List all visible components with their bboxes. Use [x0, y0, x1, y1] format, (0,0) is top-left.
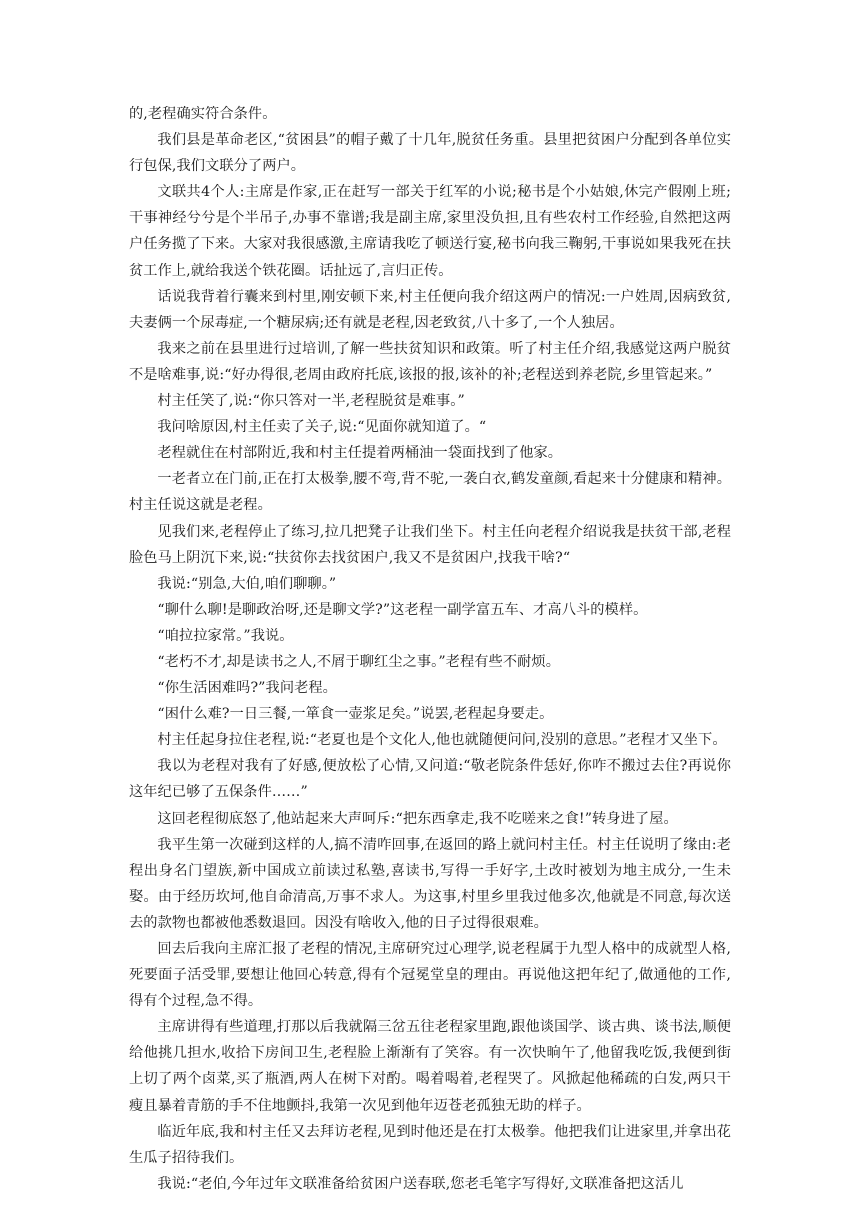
paragraph: 文联共4个人:主席是作家,正在赶写一部关于红军的小说;秘书是个小姑娘,休完产假刚上班;干事神经兮兮是个半吊子,办事不靠谱;我是副主席,家里没负担,且有些农村工作经验,自然把这两户任务揽了下来。大家对我很感激,主席请我吃了顿送行宴,秘书向我三鞠躬,干事说如果我死在扶贫工作上,就给我送个铁花圈。话扯远了,言归正传。: [129, 184, 731, 279]
paragraph: “你生活困难吗?”我问老程。: [157, 680, 337, 697]
paragraph: 村主任起身拉住老程,说:“老夏也是个文化人,他也就随便问问,没别的意思。”老程才又坐下。: [157, 732, 727, 749]
paragraph: 见我们来,老程停止了练习,拉几把凳子让我们坐下。村主任向老程介绍说我是扶贫干部,老程脸色马上阴沉下来,说:“扶贫你去找贫困户,我又不是贫困户,找我干啥?“: [129, 523, 731, 566]
paragraph: 临近年底,我和村主任又去拜访老程,见到时他还是在打太极拳。他把我们让进家里,并拿出花生瓜子招待我们。: [129, 1123, 731, 1166]
paragraph: 回去后我向主席汇报了老程的情况,主席研究过心理学,说老程属于九型人格中的成就型人格,死要面子活受罪,要想让他回心转意,得有个冠冕堂皇的理由。再说他这把年纪了,做通他的工作,得有个过程,急不得。: [129, 941, 731, 1010]
paragraph: 这回老程彻底怒了,他站起来大声呵斥:“把东西拿走,我不吃嗟来之食!”转身进了屋。: [157, 810, 678, 827]
paragraph: 我以为老程对我有了好感,便放松了心情,又问道:“敬老院条件恁好,你咋不搬过去住?再说你这年纪已够了五保条件……”: [129, 758, 731, 801]
paragraph: 老程就住在村部附近,我和村主任提着两桶油一袋面找到了他家。: [157, 445, 563, 462]
paragraph: 的,老程确实符合条件。: [129, 106, 277, 122]
story-text: [129, 101, 731, 1197]
paragraph: 我说:“别急,大伯,咱们聊聊。”: [157, 575, 337, 592]
paragraph: 一老者立在门前,正在打太极拳,腰不弯,背不驼,一袭白衣,鹤发童颜,看起来十分健康和精神。村主任说这就是老程。: [129, 471, 731, 514]
paragraph: 村主任笑了,说:“你只答对一半,老程脱贫是难事。”: [157, 393, 465, 410]
paragraph: 我来之前在县里进行过培训,了解一些扶贫知识和政策。听了村主任介绍,我感觉这两户脱贫不是啥难事,说:“好办得很,老周由政府托底,该报的报,该补的补;老程送到养老院,乡里管起来。”: [129, 340, 731, 383]
paragraph: 我问啥原因,村主任卖了关子,说:“见面你就知道了。“: [157, 419, 487, 436]
paragraph: 话说我背着行囊来到村里,刚安顿下来,村主任便向我介绍这两户的情况:一户姓周,因病致贫,夫妻俩一个尿毒症,一个糖尿病;还有就是老程,因老致贫,八十多了,一个人独居。: [129, 288, 731, 331]
paragraph: 我说:“老伯,今年过年文联准备给贫困户送春联,您老毛笔字写得好,文联准备把这活儿: [157, 1175, 684, 1192]
paragraph: “老朽不才,却是读书之人,不屑于聊红尘之事。”老程有些不耐烦。: [157, 653, 560, 670]
paragraph: 主席讲得有些道理,打那以后我就隔三岔五往老程家里跑,跟他谈国学、谈古典、谈书法,顺便给他挑几担水,收拾下房间卫生,老程脸上渐渐有了笑容。有一次快晌午了,他留我吃饭,我便到街上切了两个卤菜,买了瓶酒,两人在树下对酌。喝着喝着,老程哭了。风掀起他稀疏的白发,两只干瘦且暴着青筋的手不住地颤抖,我第一次见到他年迈苍老孤独无助的样子。: [129, 1019, 731, 1114]
paragraph: 我平生第一次碰到这样的人,搞不清咋回事,在返回的路上就问村主任。村主任说明了缘由:老程出身名门望族,新中国成立前读过私塾,喜读书,写得一手好字,土改时被划为地主成分,一生未娶。由于经历坎坷,他自命清高,万事不求人。为这事,村里乡里我过他多次,他就是不同意,每次送去的款物也都被他悉数退回。因没有啥收入,他的日子过得很艰难。: [129, 836, 731, 931]
paragraph: “咱拉拉家常。”我说。: [157, 627, 294, 644]
paragraph: “聊什么聊!是聊政治呀,还是聊文学?”这老程一副学富五车、才高八斗的模样。: [157, 601, 648, 618]
paragraph: “困什么难?一日三餐,一箪食一壶浆足矣。”说罢,老程起身要走。: [157, 706, 554, 723]
paragraph: 我们县是革命老区,“贫困县”的帽子戴了十几年,脱贫任务重。县里把贫困户分配到各单位实行包保,我们文联分了两户。: [129, 132, 731, 175]
